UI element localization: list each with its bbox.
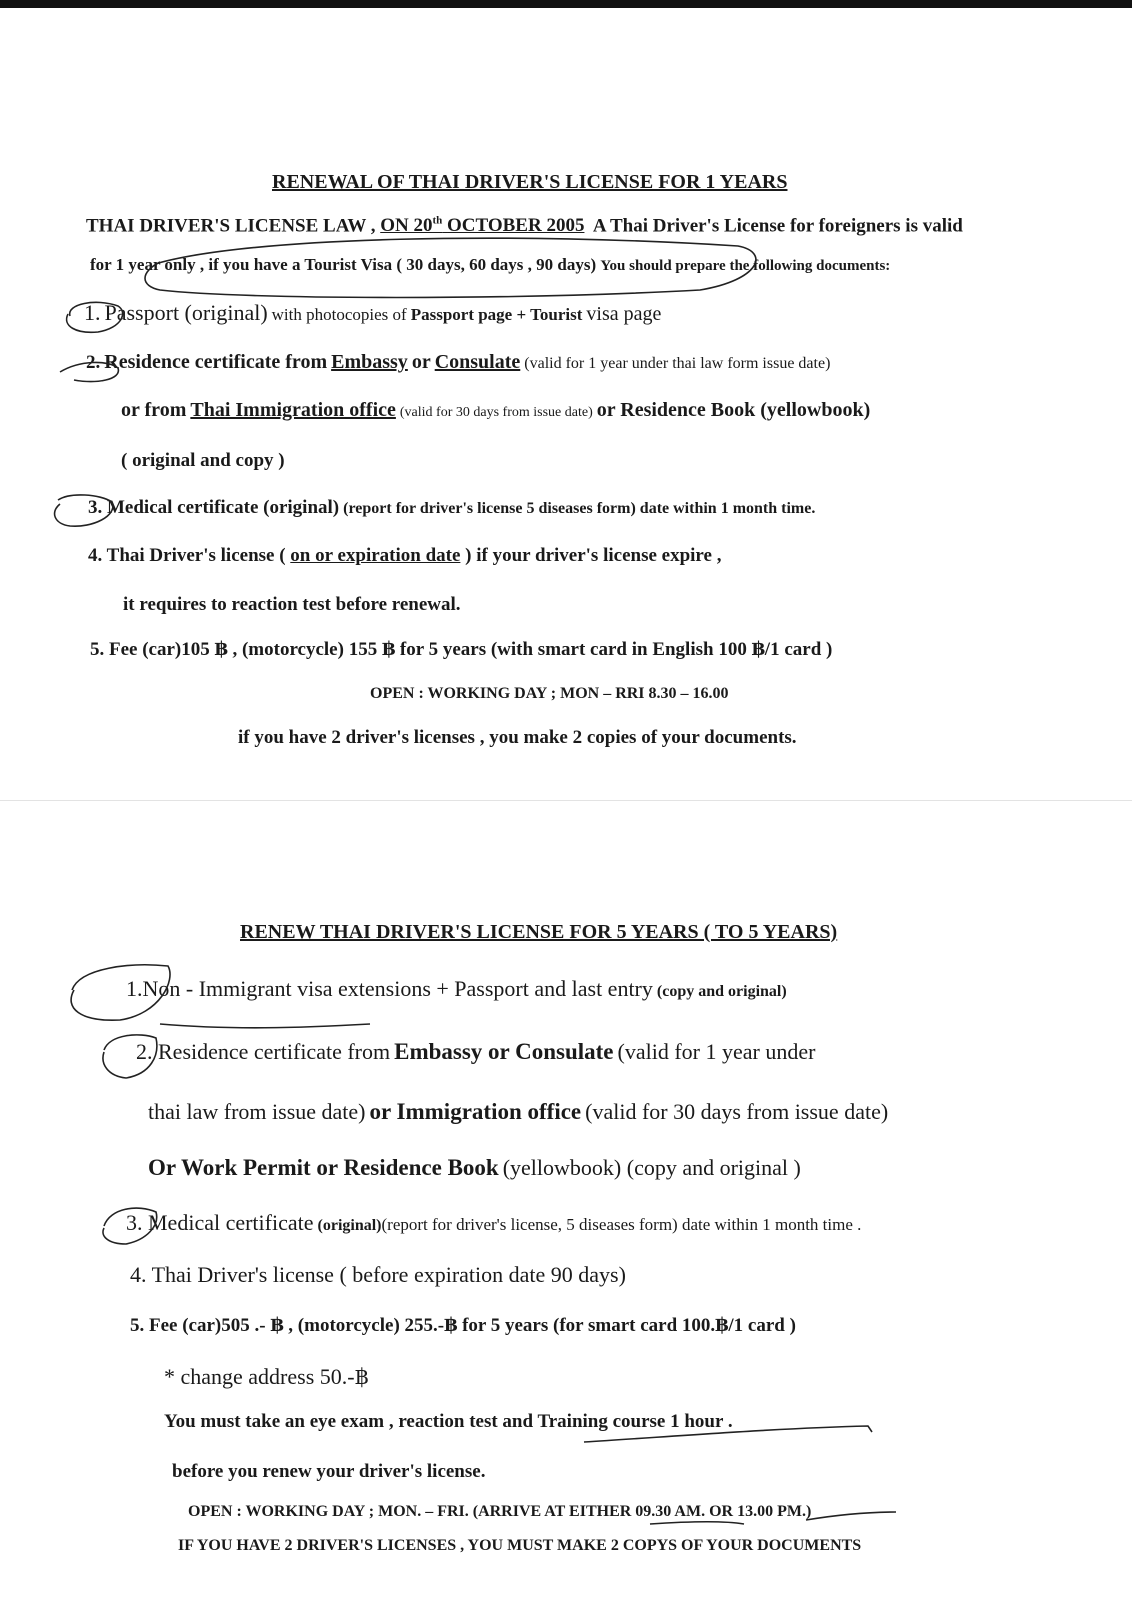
s1-item2-immigration: Thai Immigration office bbox=[190, 399, 396, 421]
s2-open-hours: OPEN : WORKING DAY ; MON. – FRI. (ARRIVE AT EITHER 09.30 AM. OR 13.00 PM.) bbox=[188, 1503, 812, 1520]
s1-item4-reaction: it requires to reaction test before renewal. bbox=[123, 594, 461, 615]
intro-date-month: OCTOBER 2005 bbox=[447, 215, 585, 237]
s1-item2-residence: Residence certificate from bbox=[104, 351, 328, 373]
s2-item2-workpermit: Or Work Permit or Residence Book bbox=[148, 1155, 499, 1180]
ink-underline-1300 bbox=[806, 1512, 896, 1520]
s1-item1-visa: visa page bbox=[586, 303, 662, 325]
s2-item2 bbox=[136, 1040, 815, 1063]
s2-item2-embassy: Embassy or Consulate bbox=[394, 1039, 614, 1064]
s1-item2-original: ( original and copy ) bbox=[121, 450, 285, 471]
s2-item2-valid30: (valid for 30 days from issue date) bbox=[585, 1099, 889, 1124]
s2-item3 bbox=[126, 1212, 861, 1234]
section2-title bbox=[240, 922, 837, 942]
s2-must-line1: You must take an eye exam , reaction test and Training course 1 hour . bbox=[164, 1411, 733, 1432]
s1-item2-valid: (valid for 1 year under thai law form issue date) bbox=[524, 355, 831, 372]
intro-date-day: ON 20 bbox=[380, 215, 433, 237]
s1-copies: if you have 2 driver's licenses , you make 2 copies of your documents. bbox=[238, 727, 797, 748]
s1-item2-valid30: (valid for 30 days from issue date) bbox=[399, 405, 593, 420]
section1-intro-line2 bbox=[90, 256, 890, 274]
s2-item2-residence: 2. Residence certificate from bbox=[136, 1039, 391, 1064]
s1-item2-orfrom: or from bbox=[121, 399, 187, 421]
intro-validity: A Thai Driver's License for foreigners is valid bbox=[592, 215, 963, 237]
s1-item4-license: 4. Thai Driver's license ( bbox=[88, 545, 286, 566]
s2-item3-original: (original) bbox=[317, 1217, 382, 1234]
intro-date bbox=[380, 215, 584, 236]
s2-item2-immigration: or Immigration office bbox=[369, 1099, 582, 1124]
s2-item2-valid: (valid for 1 year under bbox=[617, 1039, 816, 1064]
scan-top-edge bbox=[0, 0, 1132, 8]
section1-title: RENEWAL OF THAI DRIVER'S LICENSE FOR 1 YEARS bbox=[272, 171, 788, 193]
intro-law-label: THAI DRIVER'S LICENSE LAW , bbox=[86, 215, 376, 237]
s1-item1-passport: Passport (original) bbox=[104, 300, 268, 325]
s1-item2-embassy: Embassy bbox=[331, 351, 408, 373]
s2-item5-fee: 5. Fee (car)505 .- ฿ , (motorcycle) 255.-฿ for 5 years (for smart card 100.฿/1 card ) bbox=[130, 1315, 796, 1336]
s1-item4 bbox=[88, 546, 721, 565]
s2-item2-line3 bbox=[148, 1156, 801, 1179]
s1-item3-medical: 3. Medical certificate (original) bbox=[88, 497, 340, 518]
s2-item1-copy: (copy and original) bbox=[656, 983, 787, 1000]
s1-item4-expire: ) if your driver's license expire , bbox=[465, 545, 722, 566]
s1-item1-with: with photocopies of bbox=[271, 305, 407, 324]
intro-prepare: You should prepare the following documents: bbox=[600, 258, 891, 274]
s2-item1-visa: 1.Non - Immigrant visa extensions + Passport and last entry bbox=[126, 976, 653, 1001]
s2-item3-medical: 3. Medical certificate bbox=[126, 1210, 314, 1235]
s1-item3-report: (report for driver's license 5 diseases form) date within 1 month time. bbox=[343, 500, 816, 517]
s1-item1-num: 1. bbox=[84, 300, 101, 325]
s2-item4: 4. Thai Driver's license ( before expiration date 90 days) bbox=[130, 1262, 626, 1287]
s2-must-line2: before you renew your driver's license. bbox=[172, 1461, 486, 1482]
s1-item2-or: or bbox=[411, 351, 431, 373]
s2-item2-thailaw: thai law from issue date) bbox=[148, 1099, 366, 1124]
ink-line-s2-item1 bbox=[160, 1024, 370, 1028]
s1-item1-pages: Passport page + Tourist bbox=[410, 305, 583, 324]
s1-item2-consulate: Consulate bbox=[434, 351, 521, 373]
section1-intro-line1 bbox=[86, 216, 963, 235]
intro-tourist-visa: for 1 year only , if you have a Tourist Visa ( 30 days, 60 days , 90 days) bbox=[90, 255, 597, 274]
s2-change-address: * change address 50.-฿ bbox=[164, 1364, 369, 1389]
s1-item1 bbox=[84, 302, 661, 324]
s1-item5-fee: 5. Fee (car)105 ฿ , (motorcycle) 155 ฿ for 5 years (with smart card in English 100 ฿/1 card ) bbox=[90, 639, 833, 660]
s2-copies: IF YOU HAVE 2 DRIVER'S LICENSES , YOU MUST MAKE 2 COPYS OF YOUR DOCUMENTS bbox=[178, 1537, 862, 1554]
s1-item2 bbox=[86, 352, 830, 372]
intro-date-sup: th bbox=[432, 215, 443, 227]
s1-item2-yellowbook: or Residence Book (yellowbook) bbox=[596, 399, 871, 421]
s2-item2-line2 bbox=[148, 1100, 888, 1123]
section-divider bbox=[0, 800, 1132, 801]
s2-item2-yellowbook: (yellowbook) (copy and original ) bbox=[502, 1155, 801, 1180]
s1-item2-num: 2. bbox=[86, 352, 101, 373]
s1-open-hours: OPEN : WORKING DAY ; MON – RRI 8.30 – 16.00 bbox=[370, 685, 729, 702]
s1-item3 bbox=[88, 498, 815, 517]
s1-item2-line2 bbox=[121, 400, 870, 420]
section2-title-text: RENEW THAI DRIVER'S LICENSE FOR 5 YEARS ( TO 5 YEARS) bbox=[240, 921, 838, 943]
s2-item1 bbox=[126, 978, 787, 1000]
s2-item3-report: (report for driver's license, 5 diseases form) date within 1 month time . bbox=[381, 1215, 862, 1234]
ink-underline-0930 bbox=[650, 1522, 744, 1524]
s1-item4-expiration: on or expiration date bbox=[290, 545, 461, 566]
